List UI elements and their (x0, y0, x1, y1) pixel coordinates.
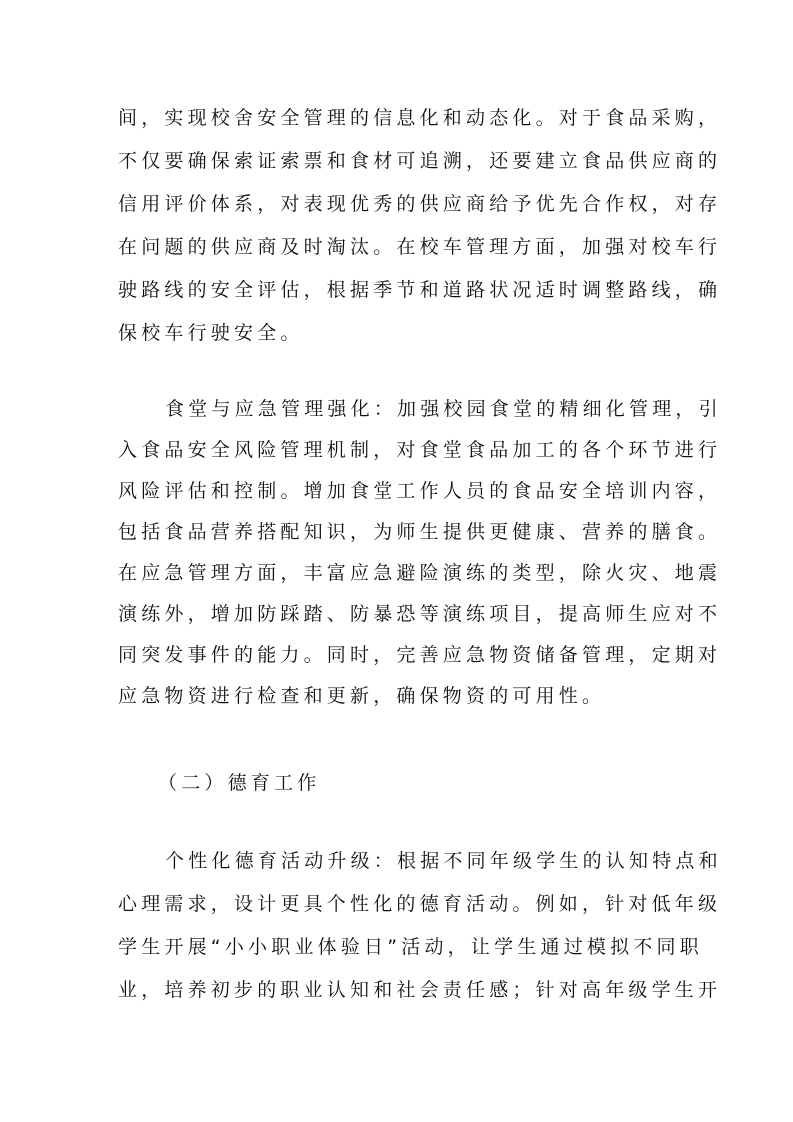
text-line: 入食品安全风险管理机制，对食堂食品加工的各个环节进行 (118, 439, 722, 461)
section-heading-moral-education (118, 762, 698, 805)
text-line: 学生开展“小小职业体验日”活动，让学生通过模拟不同职 (118, 936, 703, 958)
text-line: 心理需求，设计更具个性化的德育活动。例如，针对低年级 (118, 893, 722, 915)
text-line: 业，培养初步的职业认知和社会责任感；针对高年级学生开 (118, 979, 722, 1001)
text-line: 在问题的供应商及时淘汰。在校车管理方面，加强对校车行 (118, 236, 722, 258)
text-line: 包括食品营养搭配知识，为师生提供更健康、营养的膳食。 (118, 521, 722, 543)
text-line: 不仅要确保索证索票和食材可追溯，还要建立食品供应商的 (118, 150, 722, 172)
paragraph-school-safety-continued (118, 97, 722, 355)
text-line: 在应急管理方面，丰富应急避险演练的类型，除火灾、地震 (118, 562, 722, 584)
text-line: 风险评估和控制。增加食堂工作人员的食品安全培训内容， (118, 480, 722, 502)
text-line: 应急物资进行检查和更新，确保物资的可用性。 (118, 685, 606, 707)
heading-text: （二）德育工作 (158, 772, 321, 794)
text-line: 食堂与应急管理强化：加强校园食堂的精细化管理，引 (165, 398, 722, 420)
text-line: 演练外，增加防踩踏、防暴恐等演练项目，提高师生应对不 (118, 603, 722, 625)
text-line: 驶路线的安全评估，根据季节和道路状况适时调整路线，确 (118, 279, 722, 301)
text-line: 保校车行驶安全。 (118, 322, 304, 344)
paragraph-canteen-emergency (118, 389, 722, 717)
text-line: 个性化德育活动升级：根据不同年级学生的认知特点和 (165, 850, 722, 872)
text-line: 同突发事件的能力。同时，完善应急物资储备管理，定期对 (118, 644, 722, 666)
paragraph-personalized-moral-activities (118, 840, 722, 1012)
text-line: 间，实现校舍安全管理的信息化和动态化。对于食品采购， (118, 107, 722, 129)
text-line: 信用评价体系，对表现优秀的供应商给予优先合作权，对存 (118, 193, 722, 215)
